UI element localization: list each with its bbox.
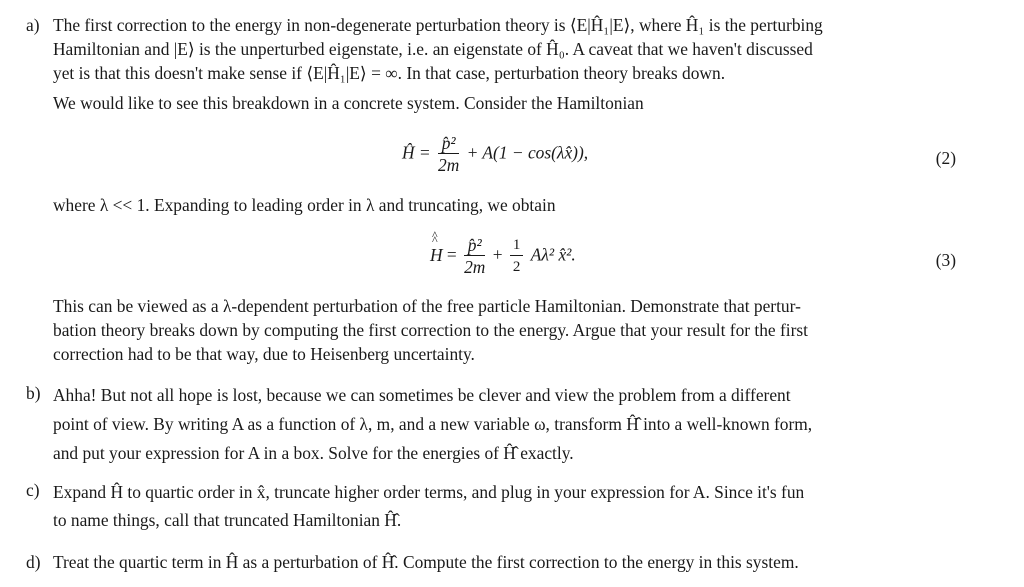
eq3-rest: Aλ² x̂². [530,244,576,265]
part-a-line-4: We would like to see this breakdown in a concrete system. Consider the Hamiltonian [53,93,644,113]
part-c-line-1: Expand Ĥ to quartic order in x̂, truncate higher order terms, and plug in your expression for A. Since it's fun [53,482,805,502]
eq3-half [510,235,524,278]
eq3-plus: + [492,244,503,265]
part-b-label: b) [26,383,41,403]
equation-3 [0,230,1000,290]
part-b [26,381,996,468]
eq3-tag: (3) [935,250,956,270]
part-b-line-1: Ahha! But not all hope is lost, because we can sometimes be clever and view the problem from a different [53,385,791,405]
eq2-rest: + A(1 − cos(λx̂)), [466,142,589,163]
eq2-denominator: 2m [438,155,460,175]
part-b-line-2: point of view. By writing A as a function of λ, m, and a new variable ω, transform Ĥ̂ into a well-known form, [53,414,813,434]
part-a-body [53,13,996,115]
part-a [26,13,996,115]
eq3-fraction [464,235,485,278]
equation-2 [0,128,1000,188]
eq3-denominator: 2m [464,257,486,277]
eq2-tag: (2) [935,148,956,168]
eq3-half-num: 1 [510,235,524,256]
part-c-label: c) [26,480,40,500]
part-a-line-6: This can be viewed as a λ-dependent perturbation of the free particle Hamiltonian. Demonstrate that pertur- [53,296,801,316]
part-a-end [26,294,996,366]
part-a-label: a) [26,15,40,35]
part-d [26,550,996,574]
part-a-middle [26,193,996,217]
eq3-equals: = [446,244,457,265]
part-a-line-8: correction had to be that way, due to Heisenberg uncertainty. [53,344,475,364]
eq3-half-den: 2 [512,259,521,275]
part-d-line-1: Treat the quartic term in Ĥ as a perturbation of Ĥ̂. Compute the first correction to the energy in this system. [53,552,799,572]
part-c [26,478,996,534]
part-d-label: d) [26,552,41,572]
eq2-numerator: p̂² [438,133,459,154]
eq3-lhs: ^ H ^ [430,243,443,267]
eq2-lhs: Ĥ = [402,142,431,163]
eq2-fraction [438,133,459,176]
part-a-line-3: yet is that this doesn't make sense if ⟨E|Ĥ₁|E⟩ = ∞. In that case, perturbation theory breaks down. [53,63,726,83]
eq3-numerator: p̂² [464,235,485,256]
part-a-line-7: bation theory breaks down by computing the first correction to the energy. Argue that your result for the first [53,320,809,340]
part-a-line-1: The first correction to the energy in non-degenerate perturbation theory is ⟨E|Ĥ₁|E⟩, where Ĥ₁ is the perturbing [53,15,823,35]
part-a-line-2: Hamiltonian and |E⟩ is the unperturbed eigenstate, i.e. an eigenstate of Ĥ₀. A caveat that we haven't discussed [53,39,813,59]
part-b-line-3: and put your expression for A in a box. Solve for the energies of Ĥ̂ exactly. [53,443,574,463]
part-c-line-2: to name things, call that truncated Hamiltonian Ĥ̂. [53,510,402,530]
part-a-line-5: where λ << 1. Expanding to leading order in λ and truncating, we obtain [53,195,556,215]
